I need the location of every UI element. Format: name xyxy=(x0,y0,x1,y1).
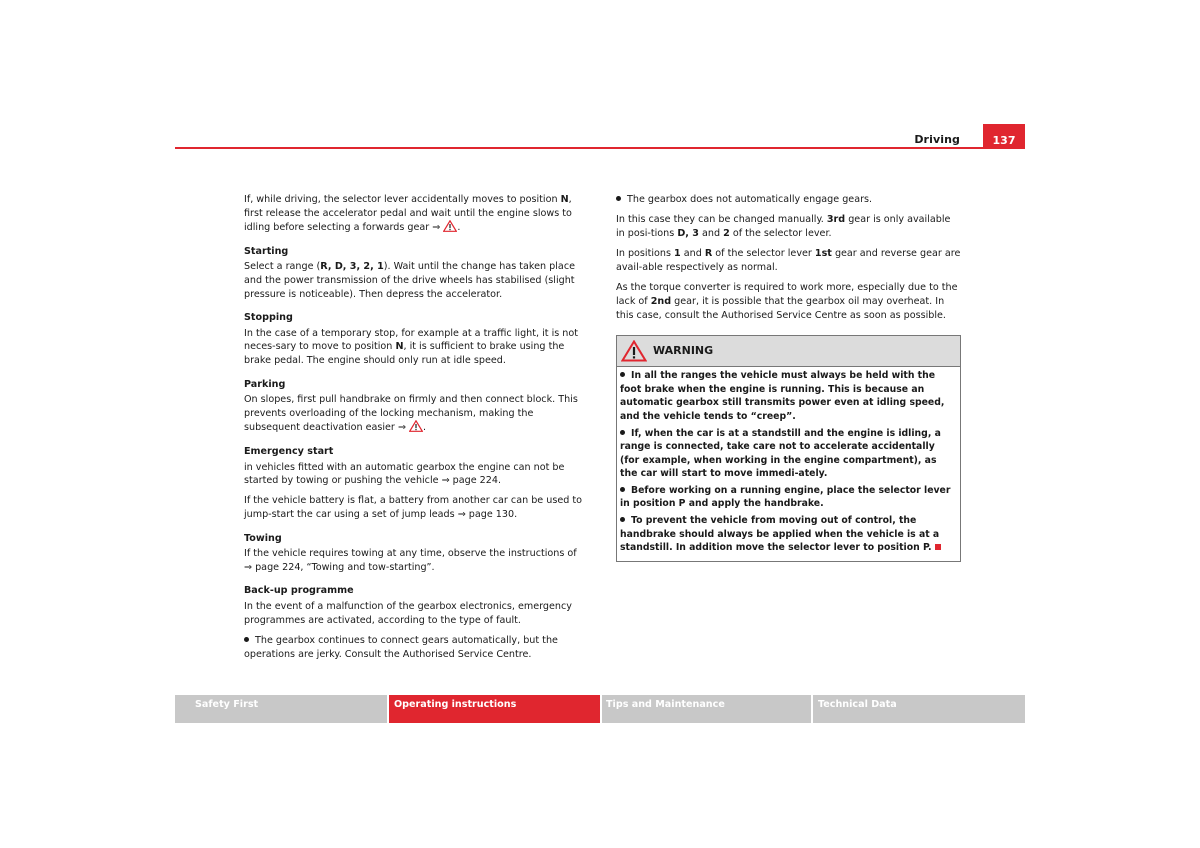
warning-item: If, when the car is at a standstill and the engine is idling, a range is connected, take care not to accelerate accidentally (for example, when working in the engine compartment), as the car will start to move immedi-ately. xyxy=(620,427,941,480)
footer-tab-operating-instructions[interactable]: Operating instructions xyxy=(389,695,600,723)
bullet-icon xyxy=(620,430,625,435)
bullet-icon xyxy=(616,196,621,201)
warning-item: Before working on a running engine, place the selector lever in position P and apply the handbrake. xyxy=(620,484,951,510)
bullet-icon xyxy=(620,517,625,522)
warning-header xyxy=(617,336,960,367)
positions-text: In positions 1 and R of the selector lever 1st gear and reverse gear are avail-able respectively as normal. xyxy=(616,248,961,273)
stopping-heading: Stopping xyxy=(244,312,293,324)
footer-tab-safety-first[interactable]: Safety First xyxy=(175,695,387,723)
page-number: 137 xyxy=(983,124,1025,149)
header-rule xyxy=(175,147,1025,149)
bullet-icon xyxy=(620,487,625,492)
stopping-text: In the case of a temporary stop, for example at a traffic light, it is not neces-sary to move to position N, it is sufficient to brake using the brake pedal. The engine should only run at idle speed. xyxy=(244,327,579,366)
warning-triangle-icon xyxy=(443,220,457,232)
backup-text: In the event of a malfunction of the gearbox electronics, emergency programmes are activated, according to the type of fault. xyxy=(244,601,572,626)
warning-item: To prevent the vehicle from moving out of control, the handbrake should always be applied when the vehicle is at a standstill. In addition move the selector lever to position P. xyxy=(620,515,940,554)
warning-body xyxy=(617,367,960,561)
page-header-title: Driving xyxy=(914,133,960,146)
starting-text: Select a range (R, D, 3, 2, 1). Wait until the change has taken place and the power transmission of the drive wheels has stabilised (slight pressure is noticeable). Then depress the accelerator. xyxy=(244,261,575,300)
bullet-icon xyxy=(244,637,249,642)
towing-heading: Towing xyxy=(244,532,282,544)
torque-converter-text: As the torque converter is required to work more, especially due to the lack of 2nd gear, it is possible that the gearbox oil may overheat. In this case, consult the Authorised Service Centre as soon as possible. xyxy=(616,282,958,321)
parking-text: On slopes, first pull handbrake on firmly and then connect block. This prevents overloading of the locking mechanism, making the subsequent deactivation easier ⇒ . xyxy=(244,394,578,434)
intro-paragraph: If, while driving, the selector lever accidentally moves to position N, first release the accelerator pedal and wait until the engine slows to idling before selecting a forwards gear ⇒ . xyxy=(244,194,572,234)
towing-text: If the vehicle requires towing at any time, observe the instructions of ⇒ page 224, “Towing and tow-starting”. xyxy=(244,548,577,573)
bullet-icon xyxy=(620,372,625,377)
left-column xyxy=(244,193,589,668)
warning-triangle-icon xyxy=(621,340,647,362)
arrow-symbol: ⇒ xyxy=(397,422,406,434)
backup-heading: Back-up programme xyxy=(244,585,354,597)
arrow-symbol: ⇒ xyxy=(457,509,466,521)
warning-title: WARNING xyxy=(653,344,714,358)
warning-triangle-icon xyxy=(409,420,423,432)
section-end-marker-icon xyxy=(935,544,941,550)
emergency-heading: Emergency start xyxy=(244,445,334,457)
warning-box xyxy=(616,335,961,562)
emergency-text-1: in vehicles fitted with an automatic gearbox the engine can not be started by towing or pushing the vehicle ⇒ page 224. xyxy=(244,461,565,487)
warning-item: In all the ranges the vehicle must always be held with the foot brake when the engine is running. This is because an automatic gearbox still transmits power even at idling speed, and the vehicle tends to “creep”. xyxy=(620,370,945,422)
arrow-symbol: ⇒ xyxy=(432,222,441,234)
footer-tab-tips-and-maintenance[interactable]: Tips and Maintenance xyxy=(602,695,811,723)
manual-gear-text: In this case they can be changed manually. 3rd gear is only available in posi-tions D, 3 and 2 of the selector lever. xyxy=(616,214,951,239)
gear-bullet: The gearbox does not automatically engage gears. xyxy=(616,193,961,207)
arrow-symbol: ⇒ xyxy=(244,561,253,573)
parking-heading: Parking xyxy=(244,378,286,390)
starting-heading: Starting xyxy=(244,245,289,257)
arrow-symbol: ⇒ xyxy=(441,475,450,487)
footer-tab-technical-data[interactable]: Technical Data xyxy=(813,695,1025,723)
backup-bullet: The gearbox continues to connect gears automatically, but the operations are jerky. Consult the Authorised Service Centre. xyxy=(244,635,558,660)
right-column xyxy=(616,193,961,562)
emergency-text-2: If the vehicle battery is flat, a battery from another car can be used to jump-start the car using a set of jump leads ⇒ page 130. xyxy=(244,495,582,521)
